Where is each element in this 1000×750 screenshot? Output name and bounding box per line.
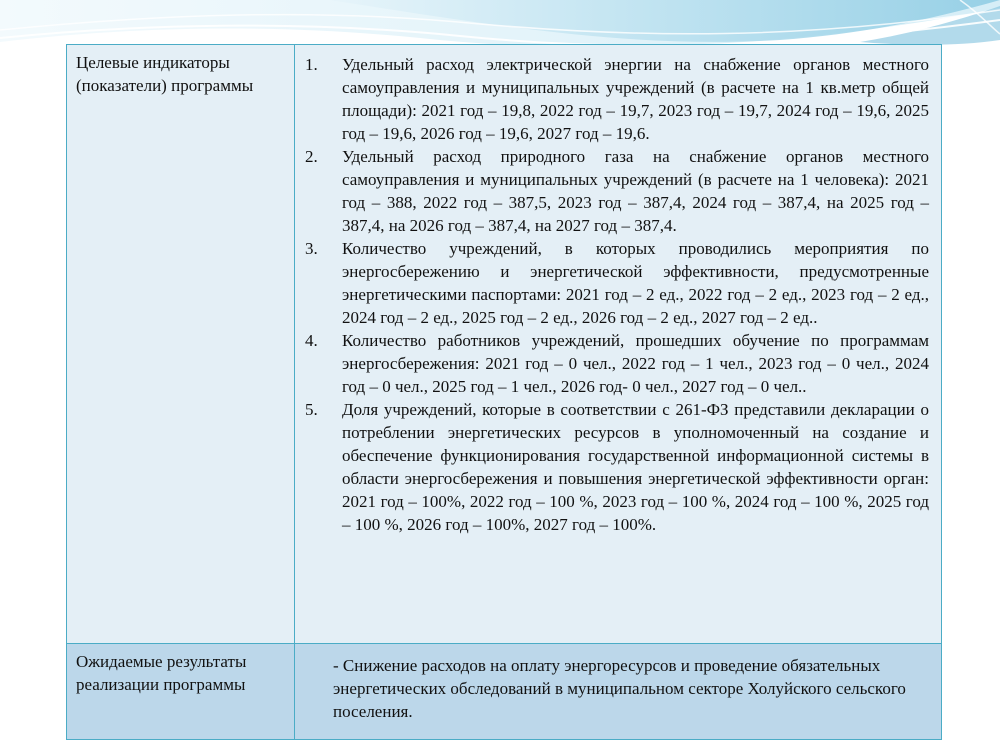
list-item: [305, 398, 929, 536]
list-item-text: Количество учреждений, в которых проводились мероприятия по энергосбережению и энергетической эффективности, предусмотренные энергетическими паспортами: 2021 год – 2 ед., 2022 год – 2 ед., 2023 год – 2 ед., 2024 год – 2 ед., 2025 год – 2 ед., 2026 год – 2 ед., 2027 год – 2 ед..: [342, 239, 929, 327]
list-item-number: 5.: [305, 400, 318, 419]
list-item-number: 2.: [305, 147, 318, 166]
list-item-text: Удельный расход природного газа на снабжение органов местного самоуправления и муниципальных учреждений (в расчете на 1 человека): 2021 год – 388, 2022 год – 387,5, 2023 год – 387,4, 2024 год – 387,4, на 2025 год – 387,4, на 2026 год – 387,4, на 2027 год – 387,4.: [342, 147, 929, 235]
list-item: [305, 53, 929, 145]
indicators-label: Целевые индикаторы (показатели) программы: [67, 45, 295, 644]
list-item-text: Доля учреждений, которые в соответствии с 261-ФЗ представили декларации о потреблении энергетических ресурсов в уполномоченный на создание и обеспечение функционирования государственной информационной системы в области энергосбережения и повышения энергетической эффективности орган: 2021 год – 100%, 2022 год – 100 %, 2023 год – 100 %, 2024 год – 100 %, 2025 год – 100 %, 2026 год – 100%, 2027 год – 100%.: [342, 400, 929, 534]
list-item-text: Количество работников учреждений, прошедших обучение по программам энергосбережения: 2021 год – 0 чел., 2022 год – 1 чел., 2023 год – 0 чел., 2024 год – 0 чел., 2025 год – 1 чел., 2026 год- 0 чел., 2027 год – 0 чел..: [342, 331, 929, 396]
indicators-list: [295, 45, 942, 644]
list-item-number: 4.: [305, 331, 318, 350]
results-label: Ожидаемые результаты реализации программы: [67, 644, 295, 740]
results-text: - Снижение расходов на оплату энергоресурсов и проведение обязательных энергетических обследований в муниципальном секторе Холуйского сельского поселения.: [295, 644, 942, 740]
program-table: [66, 44, 942, 740]
list-item-number: 3.: [305, 239, 318, 258]
list-item: [305, 237, 929, 329]
table-row-results: [67, 644, 942, 740]
list-item-text: Удельный расход электрической энергии на снабжение органов местного самоуправления и муниципальных учреждений (в расчете на 1 кв.метр общей площади): 2021 год – 19,8, 2022 год – 19,7, 2023 год – 19,7, 2024 год – 19,6, 2025 год – 19,6, 2026 год – 19,6, 2027 год – 19,6.: [342, 55, 929, 143]
list-item-number: 1.: [305, 55, 318, 74]
list-item: [305, 145, 929, 237]
table-row-indicators: [67, 45, 942, 644]
list-item: [305, 329, 929, 398]
